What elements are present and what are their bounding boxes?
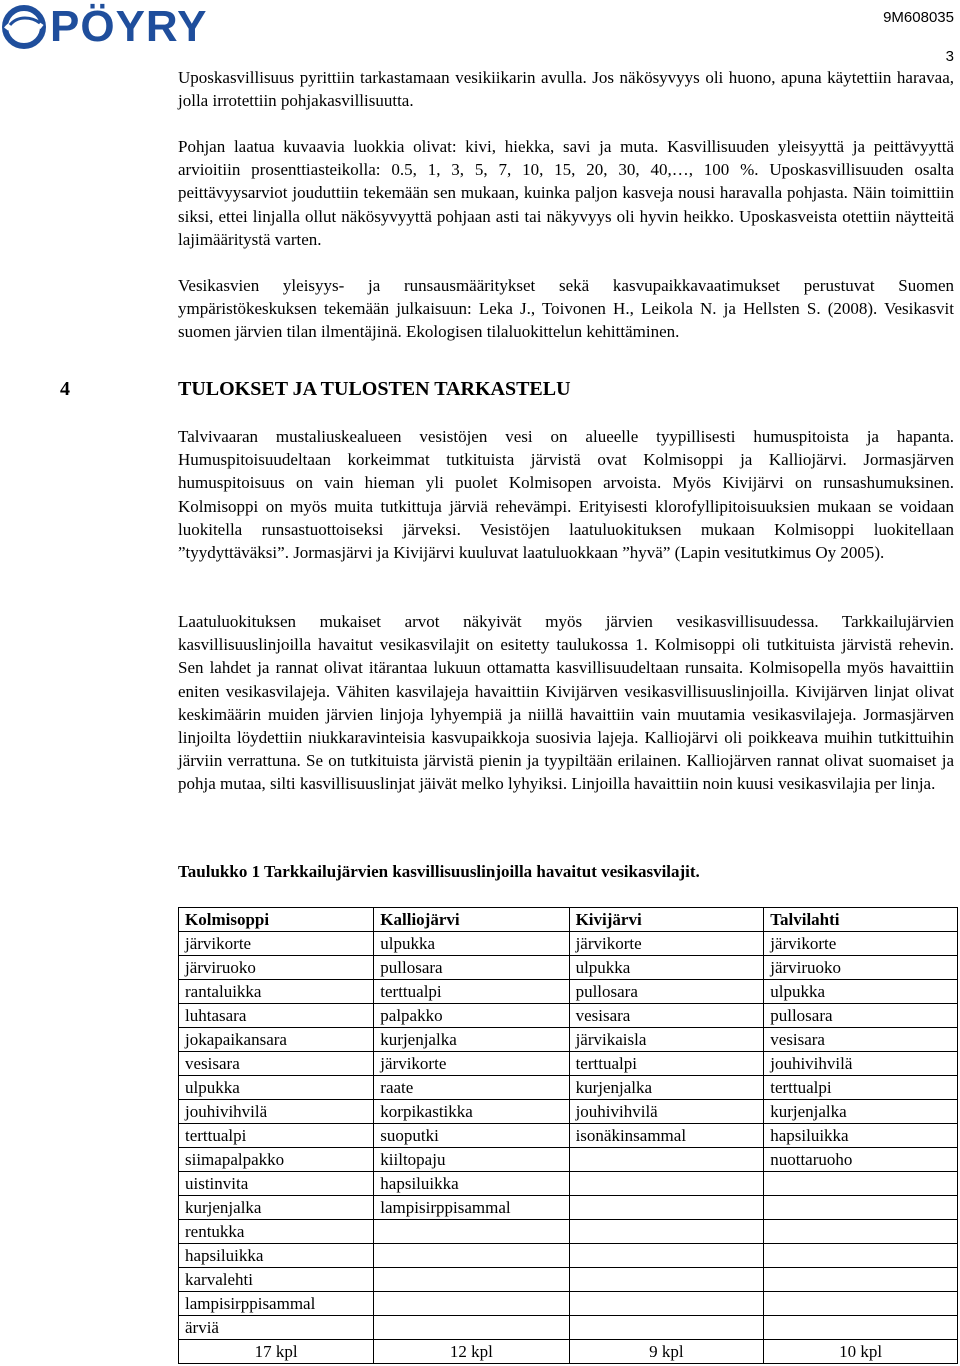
table-body — [179, 932, 958, 1364]
table-cell: järvikorte — [179, 932, 374, 956]
table-cell: terttualpi — [764, 1076, 958, 1100]
table-cell: rantaluikka — [179, 980, 374, 1004]
table-row — [179, 1268, 958, 1292]
table-cell — [374, 1244, 569, 1268]
paragraph-uposkasvillisuus: Uposkasvillisuus pyrittiin tarkastamaan vesikiikarin avulla. Jos näkösyvyys oli huono, apuna käytettiin haravaa, jolla irrotettiin pohjakasvillisuutta. — [178, 68, 954, 111]
table-cell: ulpukka — [179, 1076, 374, 1100]
table-cell: jouhivihvilä — [764, 1052, 958, 1076]
poyry-logo — [2, 4, 207, 50]
table-cell: terttualpi — [569, 1052, 764, 1076]
table-cell — [569, 1220, 764, 1244]
table-cell: luhtasara — [179, 1004, 374, 1028]
table-row — [179, 1244, 958, 1268]
table-cell: hapsiluikka — [374, 1172, 569, 1196]
header-talvilahti: Talvilahti — [764, 908, 958, 932]
table-cell: suoputki — [374, 1124, 569, 1148]
table-cell — [374, 1220, 569, 1244]
table-cell: järvikorte — [374, 1052, 569, 1076]
table-row — [179, 1148, 958, 1172]
species-count: 17 kpl — [179, 1340, 374, 1364]
table-cell — [374, 1292, 569, 1316]
table-cell: hapsiluikka — [179, 1244, 374, 1268]
table-row — [179, 1316, 958, 1340]
table-cell: isonäkinsammal — [569, 1124, 764, 1148]
table-cell: järvikaisla — [569, 1028, 764, 1052]
table-cell: raate — [374, 1076, 569, 1100]
table-cell: jouhivihvilä — [569, 1100, 764, 1124]
table-cell: siimapalpakko — [179, 1148, 374, 1172]
table-cell — [569, 1316, 764, 1340]
paragraph-vesikasvien-maaritykset: Vesikasvien yleisyys- ja runsausmääritykset sekä kasvupaikkavaatimukset perustuvat Suomen ympäristökeskuksen tekemään julkaisuun: Leka J., Toivonen H., Leikola N. ja Hellsten S. (2008). Vesikasvit suomen järvien tilan ilmentäjinä. Ekologisen tilaluokittelun kehittäminen. — [178, 276, 954, 342]
table-cell — [374, 1268, 569, 1292]
table-row — [179, 1076, 958, 1100]
table-row — [179, 1172, 958, 1196]
table-row — [179, 980, 958, 1004]
table-cell — [764, 1172, 958, 1196]
table-cell: järviruoko — [179, 956, 374, 980]
table-row — [179, 1100, 958, 1124]
table-cell: järvikorte — [764, 932, 958, 956]
poyry-swirl-icon — [2, 5, 46, 49]
table-cell: uistinvita — [179, 1172, 374, 1196]
species-count: 12 kpl — [374, 1340, 569, 1364]
table-cell — [569, 1292, 764, 1316]
table-cell: terttualpi — [374, 980, 569, 1004]
table-cell: kurjenjalka — [179, 1196, 374, 1220]
table-header-row — [179, 908, 958, 932]
table-cell: pullosara — [764, 1004, 958, 1028]
table-cell: kurjenjalka — [374, 1028, 569, 1052]
table-cell — [764, 1292, 958, 1316]
table-cell — [764, 1196, 958, 1220]
vegetation-table — [178, 907, 958, 1364]
table-row — [179, 1220, 958, 1244]
table-cell: palpakko — [374, 1004, 569, 1028]
table-cell: nuottaruoho — [764, 1148, 958, 1172]
paragraph-pohjan-laatu: Pohjan laatua kuvaavia luokkia olivat: kivi, hiekka, savi ja muta. Kasvillisuuden yleisyyttä ja peittävyyttä arvioitiin prosenttiasteikolla: 0.5, 1, 3, 5, 7, 10, 15, 20, 30, 40,…, 100 %. Uposkasvillisuuden osalta peittävyysarviot jouduttiin tekemään sen mukaan, kuinka paljon kasveja nousi haravalla pohjasta. Näin toimittiin siksi, ettei linjalla ollut näkösyvyyttä pohjaan asti tai näkyvyys oli hyvin heikko. Uposkasveista otettiin näytteitä lajimääritystä varten. — [178, 137, 954, 249]
table-row — [179, 1028, 958, 1052]
table-cell: jouhivihvilä — [179, 1100, 374, 1124]
paragraph-laatuluokitus: Laatuluokituksen mukaiset arvot näkyivät myös järvien vesikasvillisuudessa. Tarkkailujärvien kasvillisuuslinjoilla havaitut vesikasvilajit on esitetty taulukossa 1. Kolmisoppi oli tutkituista järvistä rehevin. Sen lahdet ja rannat olivat itärantaa lukuun ottamatta kasvillisuudeltaan runsaita. Kolmisopella myös havaittiin eniten vesikasvilajeja. Vähiten kasvilajeja havaittiin Kivijärven vesikasvillisuuslinjoilla. Kivijärven linjat olivat keskimäärin muiden järvien linjoja lyhyempiä ja niillä havaittiin vain muutamia vesikasvilajeja. Jormasjärven linjoilta löydettiin niukkaravinteisia kasvupaikkoja suosivia lajeja. Kalliojärvi oli poikkeava muihin tutkittuihin järviin verrattuna. Se on tutkituista järvistä pienin ja tyypiltään erilainen. Kalliojärven rannat olivat suomaiset ja pohja mutaa, silti kasvillisuuslinjat jäivät melko lyhyiksi. Linjoilla havaittiin noin kuusi vesikasvilajia per linja. — [178, 612, 954, 794]
table-cell: lampisirppisammal — [374, 1196, 569, 1220]
table-cell: kurjenjalka — [569, 1076, 764, 1100]
logo-wordmark: PÖYRY — [50, 2, 208, 51]
table-cell: vesisara — [179, 1052, 374, 1076]
table-row — [179, 1004, 958, 1028]
table-cell: rentukka — [179, 1220, 374, 1244]
document-id: 9M608035 — [883, 9, 954, 26]
table-row — [179, 932, 958, 956]
table-row — [179, 1292, 958, 1316]
table-cell: ulpukka — [764, 980, 958, 1004]
paragraph-talvivaara: Talvivaaran mustaliuskealueen vesistöjen vesi on alueelle tyypillisesti humuspitoista ja hapanta. Humuspitoisuudeltaan korkeimmat tutkituista järvistä ovat Kolmisoppi ja Kalliojärvi. Jormasjärven humuspitoisuus on vain hieman yli puolet Kolmisopen arvoista. Myös Kivijärvi on runsashumuksinen. Kolmisoppi on myös muita tutkittuja järviä rehevämpi. Erityisesti klorofyllipitoisuuksien mukaan se voidaan luokitella runsastuottoiseksi järveksi. Vesistöjen laatuluokituksen mukaan Kolmisoppi luokitellaan ”tyydyttäväksi”. Jormasjärvi ja Kivijärvi kuuluvat laatuluokkaan ”hyvä” (Lapin vesitutkimus Oy 2005). — [178, 427, 954, 563]
table-cell: vesisara — [764, 1028, 958, 1052]
table-cell — [569, 1172, 764, 1196]
table-row — [179, 1124, 958, 1148]
header-kivijarvi: Kivijärvi — [569, 908, 764, 932]
table-cell — [764, 1244, 958, 1268]
table-cell: jokapaikansara — [179, 1028, 374, 1052]
table-row — [179, 1196, 958, 1220]
table-caption: Taulukko 1 Tarkkailujärvien kasvillisuuslinjoilla havaitut vesikasvilajit. — [178, 862, 700, 881]
header-kalliojarvi: Kalliojärvi — [374, 908, 569, 932]
table-cell: korpikastikka — [374, 1100, 569, 1124]
table-row — [179, 956, 958, 980]
table-cell: järvikorte — [569, 932, 764, 956]
table-cell: ulpukka — [374, 932, 569, 956]
table-cell — [764, 1220, 958, 1244]
table-cell — [764, 1316, 958, 1340]
table-cell: kurjenjalka — [764, 1100, 958, 1124]
table-cell: hapsiluikka — [764, 1124, 958, 1148]
table-cell — [569, 1244, 764, 1268]
page-number: 3 — [945, 48, 954, 65]
header-kolmisoppi: Kolmisoppi — [179, 908, 374, 932]
table-cell: ärviä — [179, 1316, 374, 1340]
table-cell: pullosara — [374, 956, 569, 980]
table-cell: karvalehti — [179, 1268, 374, 1292]
table-cell — [764, 1268, 958, 1292]
table-cell: järviruoko — [764, 956, 958, 980]
table-row — [179, 1052, 958, 1076]
table-totals-row — [179, 1340, 958, 1364]
section-title: TULOKSET JA TULOSTEN TARKASTELU — [178, 378, 571, 400]
table-cell: ulpukka — [569, 956, 764, 980]
table-cell: lampisirppisammal — [179, 1292, 374, 1316]
table-cell: pullosara — [569, 980, 764, 1004]
species-count: 10 kpl — [764, 1340, 958, 1364]
table-cell: kiiltopaju — [374, 1148, 569, 1172]
table-cell — [374, 1316, 569, 1340]
table-cell — [569, 1196, 764, 1220]
table-cell — [569, 1268, 764, 1292]
section-number: 4 — [60, 378, 70, 400]
table-cell: vesisara — [569, 1004, 764, 1028]
species-count: 9 kpl — [569, 1340, 764, 1364]
table-cell — [569, 1148, 764, 1172]
table-cell: terttualpi — [179, 1124, 374, 1148]
